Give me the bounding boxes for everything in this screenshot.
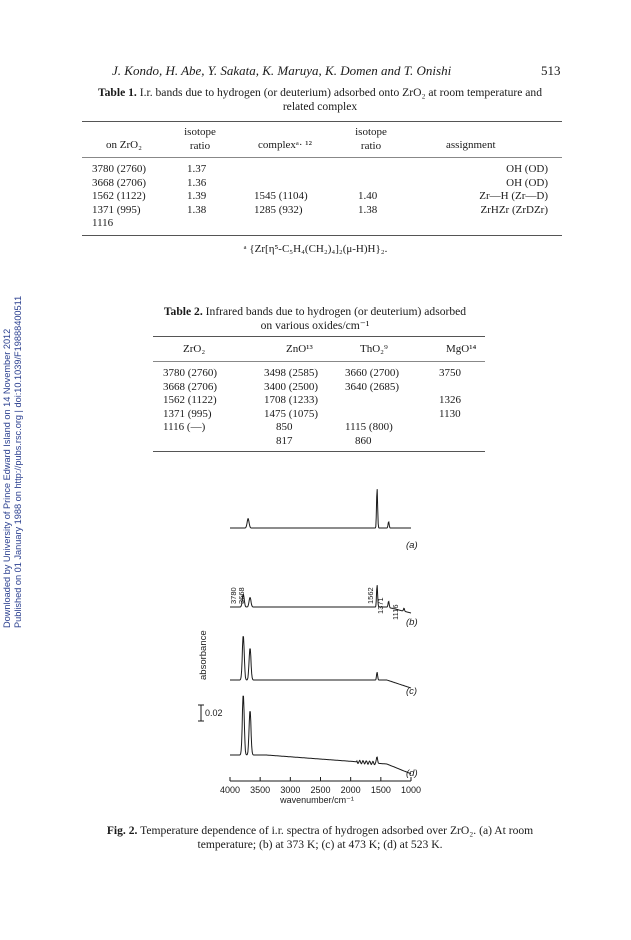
table-cell: 1115 (800) — [345, 421, 393, 433]
x-tick-label-2500: 2500 — [310, 785, 331, 795]
y-axis-label: absorbance — [198, 630, 209, 680]
table-cell: 3498 (2585) — [264, 367, 319, 379]
spectrum-line-a — [230, 489, 411, 528]
table-cell: 1.40 — [358, 190, 378, 202]
table-cell: 1.36 — [187, 176, 207, 189]
spectrum-label-b: (b) — [406, 617, 418, 628]
spectrum-label-d: (d) — [406, 768, 418, 779]
table-cell: 1116 — [92, 217, 114, 229]
table-cell: 1475 (1075) — [264, 407, 319, 420]
table1-header-col2-bottom: ratio — [189, 139, 211, 152]
table-cell: 1.38 — [187, 203, 207, 216]
figure-caption-line1: Temperature dependence of i.r. spectra of hydrogen adsorbed over ZrO₂. (a) At room — [140, 824, 534, 837]
page-number: 513 — [541, 63, 561, 78]
table2-header-mgo: MgO¹⁴ — [446, 343, 477, 355]
table1-caption-line1: I.r. bands due to hydrogen (or deuterium) adsorbed onto ZrO₂ at room temperature and — [139, 86, 543, 99]
x-tick-label-2000: 2000 — [340, 785, 361, 795]
x-tick-label-1000: 1000 — [400, 785, 422, 795]
peak-label-1562: 1562 — [366, 587, 375, 604]
table2-label: Table 2. — [163, 305, 203, 318]
table2-caption-line2: on various oxides/cm⁻¹ — [260, 319, 370, 332]
table1-label: Table 1. — [97, 86, 137, 99]
table-cell: 3660 (2700) — [345, 367, 400, 379]
table1-header-assignment: assignment — [446, 139, 496, 151]
table-cell: Zr—H (Zr—D) — [479, 190, 548, 202]
table-cell: 817 — [276, 434, 293, 447]
scale-bar-label: 0.02 — [205, 708, 223, 718]
table2-header-zno: ZnO¹³ — [286, 343, 313, 355]
table-cell: 1371 (995) — [92, 203, 141, 216]
scale-bar — [198, 705, 204, 721]
table-cell: ZrHZr (ZrDZr) — [480, 203, 548, 216]
figure-caption — [55, 824, 585, 852]
spectrum-line-d — [230, 696, 411, 774]
table-cell: 860 — [355, 434, 372, 447]
spectrum-line-c — [230, 637, 411, 688]
x-axis-label: wavenumber/cm⁻¹ — [280, 795, 354, 805]
table1-footnote: ᵃ {Zr[η⁵-C₅H₄(CH₂)₄]₂(μ-H)H}₂. — [243, 243, 388, 255]
table1-header-complex: complexᵃ· ¹² — [258, 139, 312, 151]
table-cell: 3668 (2706) — [92, 176, 147, 189]
figure-caption-label: Fig. 2. — [106, 824, 138, 837]
table-cell: 1562 (1122) — [163, 394, 217, 406]
table1-caption-line2: related complex — [282, 100, 358, 113]
peak-label-1116: 1116 — [391, 604, 400, 620]
running-head-authors: J. Kondo, H. Abe, Y. Sakata, K. Maruya, K. Domen and T. Onishi — [112, 63, 452, 78]
table-cell: 1116 (—) — [163, 421, 206, 433]
table1-header-col4-bottom: ratio — [360, 139, 382, 152]
peak-label-3780: 3780 — [229, 587, 238, 604]
table-cell: 1562 (1122) — [92, 190, 146, 202]
peak-label-3668: 3668 — [237, 587, 246, 604]
table-cell: 1285 (932) — [254, 203, 303, 216]
table-cell: 1.38 — [358, 203, 378, 216]
table-cell: 3640 (2685) — [345, 380, 400, 393]
figure-caption-line2: temperature; (b) at 373 K; (c) at 473 K; (d) at 523 K. — [197, 838, 443, 851]
download-watermark-line2: Published on 01 January 1988 on http://pubs.rsc.org | doi:10.1039/F19888400511 — [13, 295, 23, 628]
table-cell: 1326 — [439, 394, 461, 406]
download-watermark-line1: Downloaded by University of Prince Edward Island on 14 November 2012 — [2, 328, 12, 628]
x-tick-label-3000: 3000 — [280, 785, 301, 795]
table-cell: 1545 (1104) — [254, 190, 308, 202]
table-cell: 3780 (2760) — [92, 163, 147, 175]
table-cell: 1.39 — [187, 190, 207, 202]
table2-caption-line1: Infrared bands due to hydrogen (or deuterium) adsorbed — [205, 305, 467, 318]
peak-label-1371: 1371 — [376, 597, 385, 614]
table1-header-col2-top: isotope — [184, 126, 216, 138]
x-tick-label-3500: 3500 — [250, 785, 271, 795]
table-cell: 1371 (995) — [163, 407, 212, 420]
table-cell: 850 — [276, 421, 293, 433]
table2-header-zro2: ZrO₂ — [183, 343, 206, 355]
table-cell: 1130 — [439, 407, 461, 420]
x-tick-label-1500: 1500 — [370, 785, 391, 795]
table-cell: 1708 (1233) — [264, 394, 319, 406]
spectrum-labels — [406, 540, 418, 779]
spectra-group — [230, 489, 411, 774]
table1-header-on-zro2: on ZrO₂ — [106, 139, 142, 151]
table-cell: 1.37 — [187, 163, 207, 175]
table-cell: 3400 (2500) — [264, 380, 319, 393]
spectrum-label-a: (a) — [406, 540, 418, 551]
table-cell: OH (OD) — [506, 176, 548, 189]
table1-header-col4-top: isotope — [355, 126, 387, 138]
x-tick-label-4000: 4000 — [219, 785, 241, 795]
table-cell: OH (OD) — [506, 163, 548, 175]
spectrum-label-c: (c) — [406, 686, 418, 697]
table-cell: 3750 — [439, 367, 461, 379]
table-cell: 3780 (2760) — [163, 367, 218, 379]
peak-labels — [229, 587, 400, 620]
x-ticks — [220, 777, 421, 795]
table2-header-tho2: ThO₂⁹ — [360, 343, 388, 355]
table-cell: 3668 (2706) — [163, 380, 218, 393]
